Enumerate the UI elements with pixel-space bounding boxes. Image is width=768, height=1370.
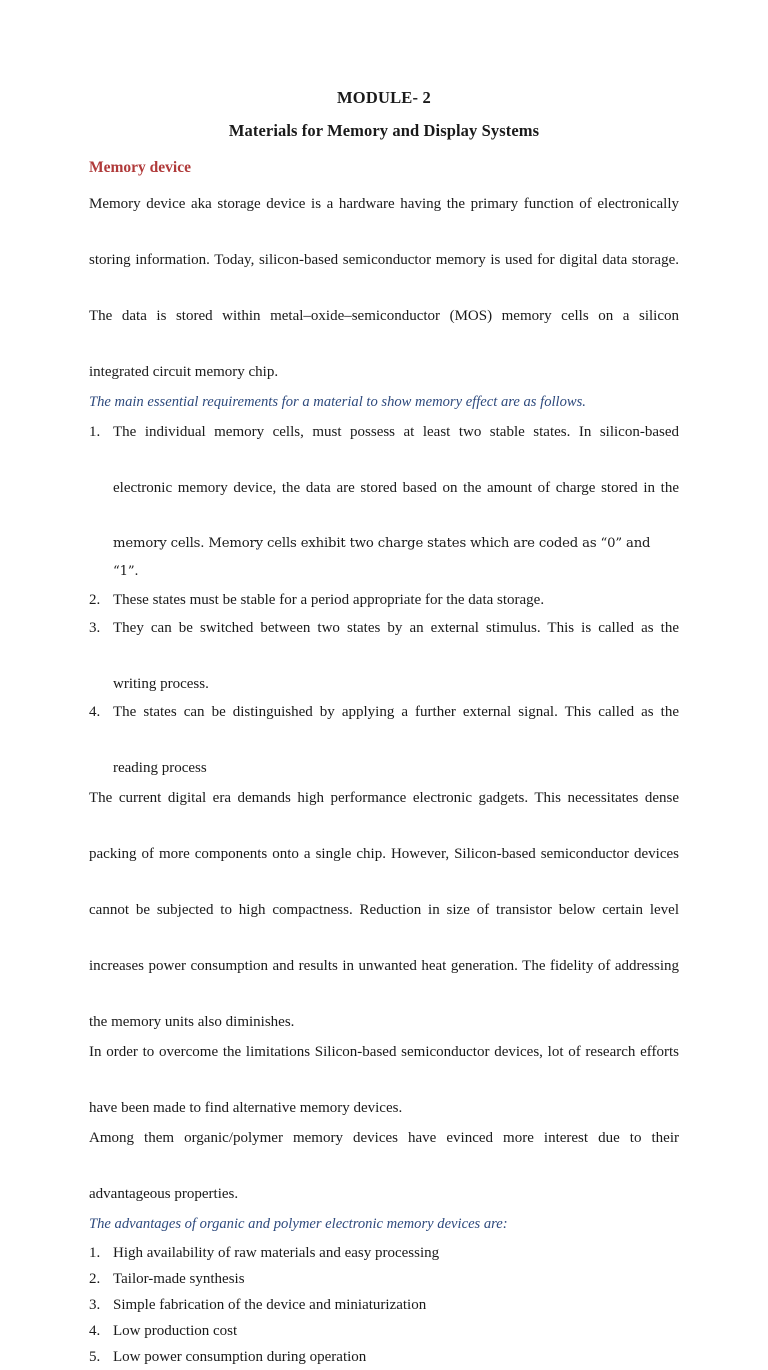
paragraph-line: storing information. Today, silicon-based semiconductor memory is used for digital data storage. bbox=[89, 252, 679, 269]
list-marker: 4. bbox=[89, 1323, 101, 1340]
paragraph-line: The current digital era demands high performance electronic gadgets. This necessitates dense bbox=[89, 790, 679, 807]
research-paragraph bbox=[89, 1038, 679, 1122]
demand-paragraph bbox=[89, 784, 679, 1036]
list-marker: 4. bbox=[89, 704, 101, 721]
list-marker: 3. bbox=[89, 1297, 101, 1314]
list-item-text: Low production cost bbox=[113, 1323, 238, 1340]
paragraph-line: In order to overcome the limitations Silicon-based semiconductor devices, lot of research efforts bbox=[89, 1044, 679, 1061]
list-item-line: The states can be distinguished by applying a further external signal. This called as the bbox=[113, 704, 679, 721]
list-item bbox=[89, 1344, 679, 1370]
list-item bbox=[89, 1318, 679, 1344]
list-item bbox=[89, 698, 679, 782]
module-title: MODULE- 2 bbox=[337, 88, 431, 107]
list-marker: 2. bbox=[89, 1271, 101, 1288]
list-item-line: reading process bbox=[113, 760, 207, 777]
paragraph-line: the memory units also diminishes. bbox=[89, 1014, 295, 1031]
list-item-line: The individual memory cells, must possess at least two stable states. In silicon-based bbox=[113, 424, 679, 441]
list-item bbox=[89, 418, 679, 586]
list-item-text: High availability of raw materials and easy processing bbox=[113, 1245, 440, 1262]
paragraph-line: increases power consumption and results in unwanted heat generation. The fidelity of addressing bbox=[89, 958, 679, 975]
paragraph-line: packing of more components onto a single chip. However, Silicon-based semiconductor devices bbox=[89, 846, 679, 863]
list-marker: 1. bbox=[89, 1245, 101, 1262]
section-heading-memory-device: Memory device bbox=[89, 159, 191, 177]
list-item bbox=[89, 614, 679, 698]
advantages-lead-text: The advantages of organic and polymer electronic memory devices are: bbox=[89, 1216, 508, 1233]
advantages-list bbox=[89, 1240, 679, 1370]
module-subtitle: Materials for Memory and Display Systems bbox=[228, 120, 540, 140]
list-marker: 2. bbox=[89, 592, 101, 609]
requirements-list bbox=[89, 418, 679, 782]
list-item-line: These states must be stable for a period appropriate for the data storage. bbox=[113, 592, 545, 609]
list-item-line: writing process. bbox=[113, 676, 209, 693]
paragraph-line: Among them organic/polymer memory devices have evinced more interest due to their bbox=[89, 1130, 679, 1147]
list-item-text: Low power consumption during operation bbox=[113, 1349, 367, 1366]
list-item bbox=[89, 1240, 679, 1266]
list-item bbox=[89, 1266, 679, 1292]
paragraph-line: Memory device aka storage device is a hardware having the primary function of electronically bbox=[89, 196, 679, 213]
list-item-line: memory cells. Memory cells exhibit two charge states which are coded as “0” and “1”. bbox=[113, 536, 651, 580]
list-item bbox=[89, 586, 679, 614]
list-item-text: Tailor-made synthesis bbox=[113, 1271, 245, 1288]
organic-paragraph bbox=[89, 1124, 679, 1208]
list-item-line: electronic memory device, the data are stored based on the amount of charge stored in the bbox=[113, 480, 679, 497]
paragraph-line: advantageous properties. bbox=[89, 1186, 239, 1203]
list-marker: 3. bbox=[89, 620, 101, 637]
paragraph-line: have been made to find alternative memory devices. bbox=[89, 1100, 403, 1117]
list-marker: 1. bbox=[89, 424, 101, 441]
paragraph-line: integrated circuit memory chip. bbox=[89, 364, 279, 381]
list-item bbox=[89, 1292, 679, 1318]
list-item-text: Simple fabrication of the device and miniaturization bbox=[113, 1297, 427, 1314]
list-marker: 5. bbox=[89, 1349, 101, 1366]
list-item-line: They can be switched between two states by an external stimulus. This is called as the bbox=[113, 620, 679, 637]
paragraph-line: The data is stored within metal–oxide–semiconductor (MOS) memory cells on a silicon bbox=[89, 308, 679, 325]
intro-paragraph bbox=[89, 190, 679, 386]
paragraph-line: cannot be subjected to high compactness. Reduction in size of transistor below certain level bbox=[89, 902, 679, 919]
document-content bbox=[89, 88, 679, 1370]
requirements-lead-text: The main essential requirements for a material to show memory effect are as follows. bbox=[89, 394, 586, 411]
